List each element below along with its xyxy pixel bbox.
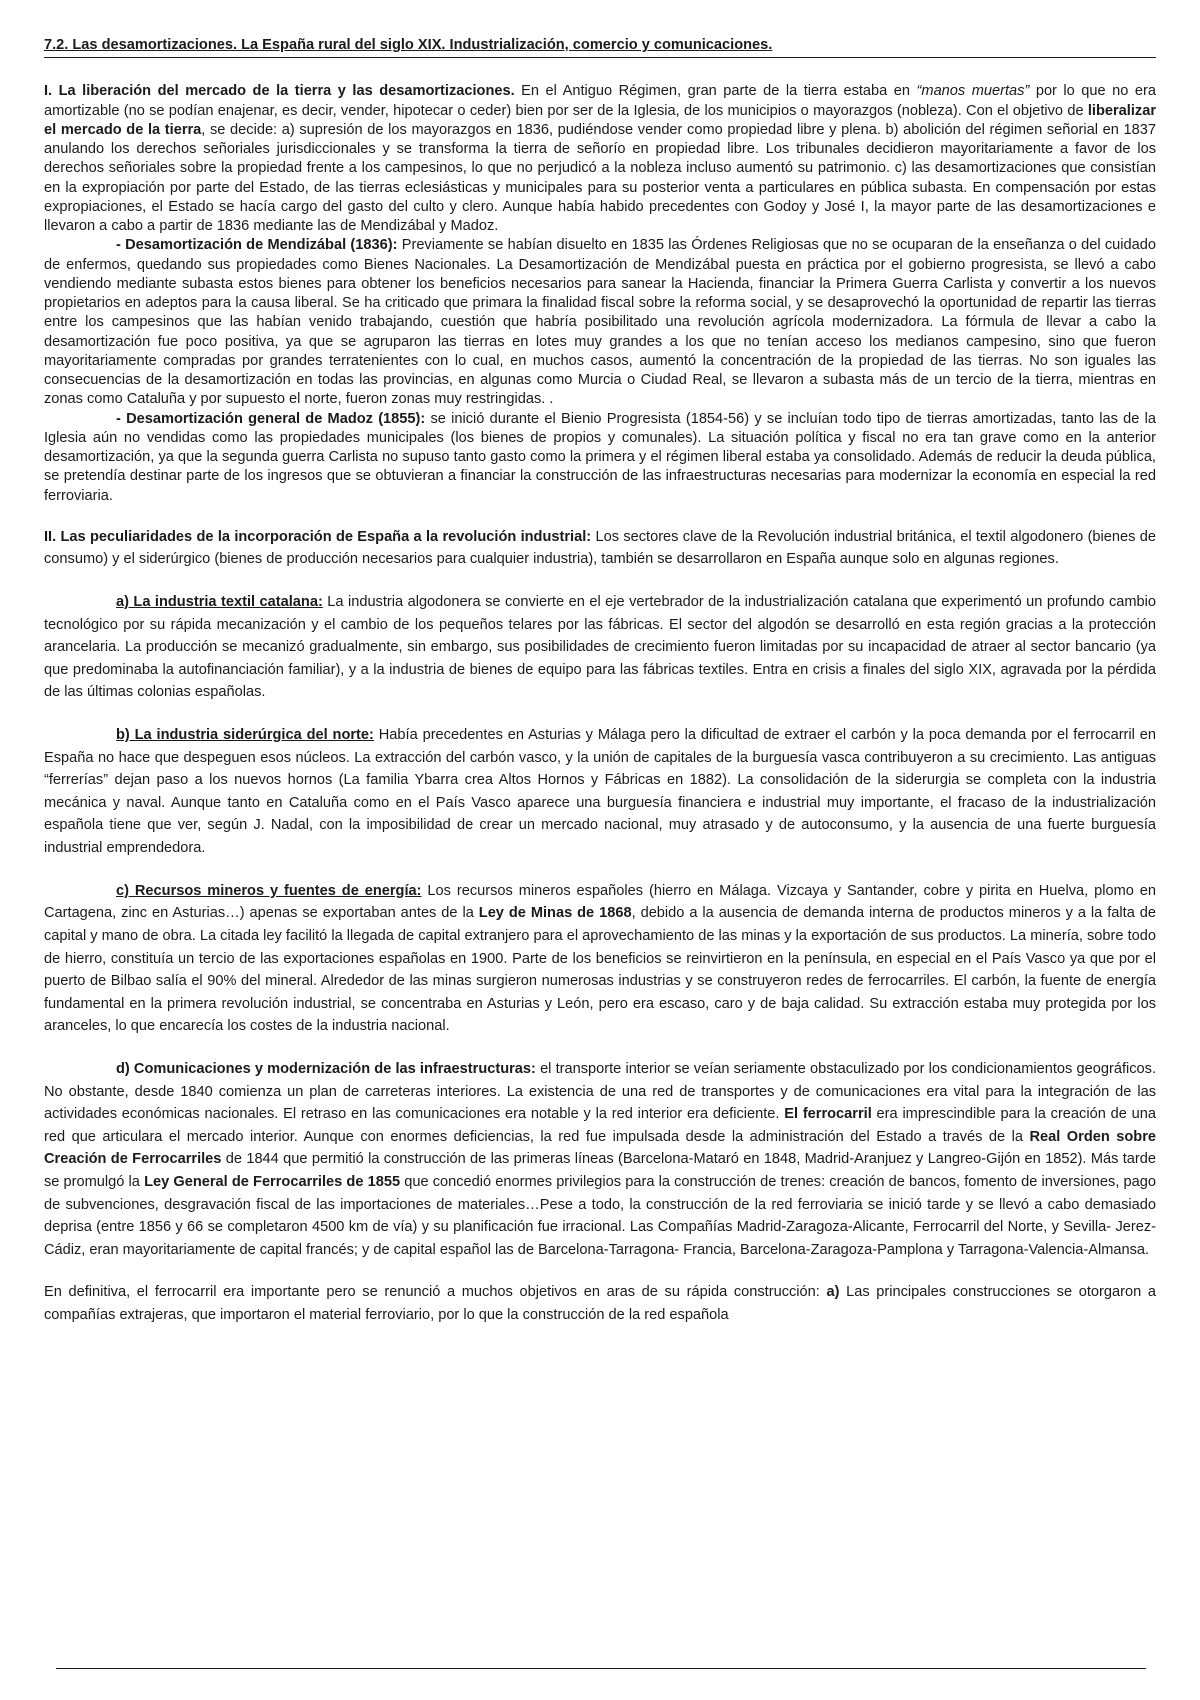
section-conclusion: [44, 1281, 1156, 1326]
section-land-market: [44, 82, 1156, 506]
subsection-steel: [44, 724, 1156, 860]
section-heading-industry: II. Las peculiaridades de la incorporación de España a la revolución industrial:: [44, 528, 592, 545]
heading-mendizabal: - Desamortización de Mendizábal (1836):: [116, 237, 398, 254]
paragraph-industrial-intro: II. Las peculiaridades de la incorporación de España a la revolución industrial: Los sectores clave de la Revolución industrial británica, el textil algodonero (bienes de consumo) y el siderúrgico (bienes de producción necesarios para cualquier industria), también se desarrollaron en España aunque solo en algunas regiones.: [44, 528, 1156, 568]
heading-textile: a) La industria textil catalana:: [116, 593, 323, 610]
paragraph-intro: I. La liberación del mercado de la tierra y las desamortizaciones. En el Antiguo Régimen, gran parte de la tierra estaba en “manos muertas” por lo que no era amortizable (no se podían enajenar, es decir, vender, hipotecar o ceder) bien por ser de la Iglesia, de los municipios o mayorazgos (nobleza). Con el objetivo de liberalizar el mercado de la tierra, se decide: a) supresión de los mayorazgos en 1836, pudiéndose vender como propiedad libre y plena. b) abolición del régimen señorial en 1837 anulando los derechos señoriales jurisdiccionales y se transforma la tierra de señorío en propiedad libre. Los tribunales decidieron mayoritariamente a favor de los derechos señoriales sobre la propiedad frente a los campesinos, lo que no perjudicó a la nobleza incluso aumentó su patrimonio. c) las desamortizaciones que consistían en la expropiación por parte del Estado, de las tierras eclesiásticas y municipales para su posterior venta a particulares en pública subasta. En compensación por estas expropiaciones, el Estado se hacía cargo del gasto del culto y clero. Aunque había habido precedentes con Godoy y José I, la mayor parte de las desamortizaciones e llevaron a cabo a partir de 1836 mediante las de Mendizábal y Madoz.: [44, 83, 1156, 234]
footer-divider: [56, 1668, 1146, 1669]
heading-steel: b) La industria siderúrgica del norte:: [116, 727, 374, 744]
paragraph-steel: b) La industria siderúrgica del norte: Había precedentes en Asturias y Málaga pero la dificultad de extraer el carbón y la poca demanda por el ferrocarril en España no hace que despeguen esos núcleos. La extracción del carbón vasco, y la unión de capitales de la burguesía vasca contribuyeron a su crecimiento. Las antiguas “ferrerías” dejan paso a los nuevos hornos (La familia Ybarra crea Altos Hornos y Fábricas en 1882). La consolidación de la siderurgia se completa con la industria mecánica y naval. Aunque tanto en Cataluña como en el País Vasco aparece una burguesía financiera e industrial muy importante, el fracaso de la industrialización española tiene que ver, según J. Nadal, con la imposibilidad de crear un mercado nacional, muy atrasado y de autoconsumo, y la ausencia de una fuerte burguesía industrial emprendedora.: [44, 727, 1156, 857]
document-page: [44, 36, 1156, 1347]
paragraph-madoz: - Desamortización general de Madoz (1855): se inició durante el Bienio Progresista (1854-56) y se incluían todo tipo de tierras amortizadas, tanto las de la Iglesia aún no vendidas como las propiedades municipales (los bienes de propios y comunales). La situación política y fiscal no era tan grave como en la anterior desamortización, ya que la segunda guerra Carlista no supuso tanto gasto como la primera y el régimen liberal estaba ya consolidado. Además de reducir la deuda pública, se pretendía destinar parte de los ingresos que se obtuvieran a financiar la construcción de las infraestructuras necesarias para modernizar la economía en especial la red ferroviaria.: [44, 410, 1156, 504]
section-industrial-revolution: [44, 526, 1156, 571]
document-title: 7.2. Las desamortizaciones. La España rural del siglo XIX. Industrialización, comercio y comunicaciones.: [44, 36, 1156, 58]
paragraph-communications: d) Comunicaciones y modernización de las infraestructuras: el transporte interior se veían seriamente obstaculizado por los condicionamientos geográficos. No obstante, desde 1840 comienza un plan de carreteras interiores. La existencia de una red de transportes y de comunicaciones era vital para la integración de las actividades económicas nacionales. El retraso en las comunicaciones era notable y la red interior era deficiente. El ferrocarril era imprescindible para la creación de una red que articulara el mercado interior. Aunque con enormes deficiencias, la red fue impulsada desde la administración del Estado a través de la Real Orden sobre Creación de Ferrocarriles de 1844 que permitió la construcción de las primeras líneas (Barcelona-Mataró en 1848, Madrid-Aranjuez y Langreo-Gijón en 1852). Más tarde se promulgó la Ley General de Ferrocarriles de 1855 que concedió enormes privilegios para la construcción de trenes: creación de bancos, fomento de inversiones, pago de subvenciones, desgravación fiscal de las importaciones de materiales…Pese a todo, la construcción de la red ferroviaria se inició tarde y se llevó a cabo demasiado deprisa (entre 1856 y 66 se completaron 4500 km de vía) y su planificación fue irracional. Las Compañías Madrid-Zaragoza-Alicante, Ferrocarril del Norte, y Sevilla- Jerez- Cádiz, eran mayoritariamente de capital francés; y de capital español las de Barcelona-Tarragona- Francia, Barcelona-Zaragoza-Pamplona y Tarragona-Valencia-Almansa.: [44, 1060, 1157, 1258]
paragraph-conclusion: En definitiva, el ferrocarril era importante pero se renunció a muchos objetivos en aras de su rápida construcción: a) Las principales construcciones se otorgaron a compañías extrajeras, que importaron el material ferroviario, por lo que la construcción de la red española: [44, 1284, 1156, 1324]
subsection-mining: [44, 880, 1156, 1038]
heading-mining: c) Recursos mineros y fuentes de energía:: [116, 882, 422, 899]
section-heading-land: I. La liberación del mercado de la tierra y las desamortizaciones.: [44, 83, 515, 100]
subsection-textile: [44, 591, 1156, 704]
paragraph-mendizabal: - Desamortización de Mendizábal (1836): Previamente se habían disuelto en 1835 las Órdenes Religiosas que no se ocuparan de la enseñanza o del cuidado de enfermos, quedando sus propiedades como Bienes Nacionales. La Desamortización de Mendizábal puesta en práctica por el gobierno progresista, se llevó a cabo vendiendo mediante subasta estos bienes para obtener los beneficios necesarios para sanear la Hacienda, financiar la Primera Guerra Carlista y convertir a los nuevos propietarios en adeptos para la causa liberal. Se ha criticado que primara la finalidad fiscal sobre la reforma social, y se desaprovechó la oportunidad de repartir las tierras entre los campesinos que las habían venido trabajando, cuestión que habría posibilitado una revolución agrícola modernizadora. La fórmula de llevar a cabo la desamortización fue poco positiva, ya que se agruparon las tierras en lotes muy grandes a los que no tenían acceso los medianos campesino, sino que fueron mayoritariamente compradas por grandes terratenientes con lo cual, en muchos casos, aumentó la concentración de la propiedad de las tierras. No son iguales las consecuencias de la desamortización en todas las provincias, en algunas como Murcia o Ciudad Real, se llevaron a subasta más de un tercio de la tierra, mientras en zonas como Cataluña y por supuesto el norte, fueron zonas muy restringidas. .: [44, 237, 1156, 408]
paragraph-textile: a) La industria textil catalana: La industria algodonera se convierte en el eje vertebrador de la industrialización catalana que experimentó un profundo cambio tecnológico por su rápida mecanización y el cambio de los pequeños telares por las fábricas. El sector del algodón se desarrolló en esta región gracias a la protección arancelaria. La producción se mecanizó gradualmente, sin embargo, sus posibilidades de crecimiento fueron limitadas por su incapacidad de atraer al sector bancario (ya que predominaba la autofinanciación familiar), y a la industria de bienes de equipo para las fábricas textiles. Entra en crisis a finales del siglo XIX, agravada por la pérdida de las últimas colonias españolas.: [44, 593, 1156, 701]
heading-madoz: - Desamortización general de Madoz (1855):: [116, 410, 426, 427]
subsection-communications: [44, 1058, 1156, 1261]
heading-communications: d) Comunicaciones y modernización de las infraestructuras:: [116, 1060, 536, 1077]
paragraph-mining: c) Recursos mineros y fuentes de energía: Los recursos mineros españoles (hierro en Málaga. Vizcaya y Santander, cobre y pirita en Huelva, plomo en Cartagena, zinc en Asturias…) apenas se exportaban antes de la Ley de Minas de 1868, debido a la ausencia de demanda interna de productos mineros y a la falta de capital y mano de obra. La citada ley facilitó la llegada de capital extranjero para el aprovechamiento de las minas y la exportación de sus productos. La minería, sobre todo de hierro, constituía un tercio de las exportaciones españolas en 1900. Parte de los beneficios se reinvirtieron en la península, en especial en el País Vasco ya que por el puerto de Bilbao salía el 90% del mineral. Alrededor de las minas surgieron numerosas industrias y se construyeron redes de ferrocarriles. El carbón, la fuente de energía fundamental en la primera revolución industrial, se concentraba en Asturias y León, pero era escaso, caro y de baja calidad. Su extracción estaba muy protegida por los aranceles, lo que encarecía los costes de la industria nacional.: [44, 882, 1156, 1035]
